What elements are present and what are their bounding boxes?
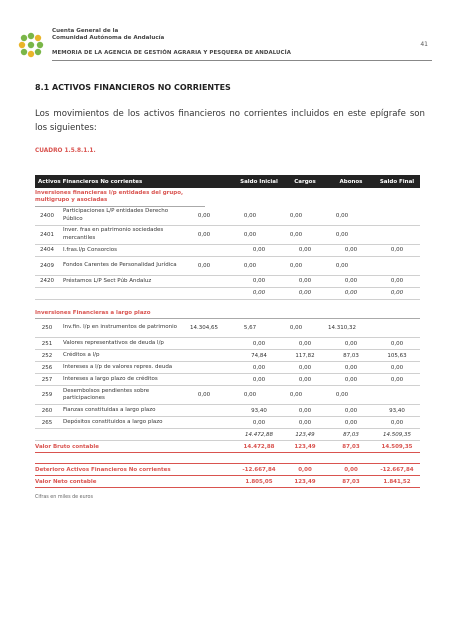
deterioro-cargos: 0,00 <box>298 466 312 473</box>
subtotal-cargos: 123,49 <box>295 431 315 438</box>
header-line-1: Cuenta General de la <box>52 28 119 34</box>
row-saldo-inicial: 0,00 <box>252 340 266 347</box>
row-saldo-final: 93,40 <box>389 407 405 414</box>
row-saldo-inicial: 0,00 <box>197 212 211 219</box>
table-footnote: Cifras en miles de euros <box>35 495 93 500</box>
row-abonos: 0,00 <box>289 325 303 332</box>
row-saldo-inicial: 74,84 <box>251 352 267 359</box>
row-code: 265 <box>41 419 53 426</box>
table-row <box>35 350 420 362</box>
row-code: 259 <box>41 392 53 399</box>
subtotal-abonos: 0,00 <box>344 290 358 297</box>
row-saldo-inicial: 0,00 <box>197 262 211 269</box>
deterioro-saldo-inicial: -12.667,84 <box>242 466 276 473</box>
deterioro-row <box>35 463 420 476</box>
row-saldo-inicial: 0,00 <box>252 278 266 285</box>
table-row <box>35 207 420 226</box>
row-cargos: 0,00 <box>243 392 257 399</box>
row-code: 2401 <box>40 231 54 238</box>
table-caption: CUADRO 1.5.8.1.1. <box>35 148 96 154</box>
row-saldo-final: 14.310,32 <box>328 325 356 332</box>
table-header <box>35 175 420 188</box>
row-cargos: 0,00 <box>243 231 257 238</box>
row-abonos: 0,00 <box>344 340 358 347</box>
row-cargos: 0,00 <box>298 419 312 426</box>
intro-paragraph: Los movimientos de los activos financieros no corrientes incluidos en este epígrafe son los siguientes: <box>35 109 425 133</box>
header-saldo-inicial: Saldo Inicial <box>240 178 278 185</box>
row-code: 260 <box>41 407 53 414</box>
row-saldo-inicial: 0,00 <box>197 231 211 238</box>
header-divider <box>52 60 432 61</box>
row-desc: Desembolsos pendientes sobre participaciones <box>63 387 150 402</box>
row-cargos: 0,00 <box>243 262 257 269</box>
row-saldo-inicial: 14.304,65 <box>190 325 218 332</box>
subtotal-saldo-inicial: 14.472,88 <box>245 431 273 438</box>
group-title-entidades-grupo: Inversiones financieras l/p entidades del grupo, multigrupo y asociadas <box>35 188 205 207</box>
row-saldo-final: 0,00 <box>390 364 404 371</box>
row-saldo-inicial: 0,00 <box>197 392 211 399</box>
deterioro-abonos: 0,00 <box>344 466 358 473</box>
group-subtotal <box>35 429 420 441</box>
row-code: 250 <box>41 325 53 332</box>
row-desc: Valores representativos de deuda l/p <box>63 339 164 346</box>
row-cargos: 0,00 <box>298 247 312 254</box>
table-row <box>35 374 420 386</box>
row-code: 251 <box>41 340 53 347</box>
row-cargos: 0,00 <box>298 340 312 347</box>
row-abonos: 87,03 <box>343 352 359 359</box>
row-cargos: 117,82 <box>295 352 315 359</box>
valor-neto-cargos: 123,49 <box>294 478 316 485</box>
valor-bruto-row <box>35 441 420 453</box>
row-desc: Préstamos L/P Sect Púb Andaluz <box>63 277 152 284</box>
row-desc: I.fras.l/p Consorcios <box>63 246 118 253</box>
valor-neto-label: Valor Neto contable <box>35 478 97 485</box>
row-saldo-final: 0,00 <box>390 419 404 426</box>
row-saldo-final: 0,00 <box>335 262 349 269</box>
table-row <box>35 245 420 257</box>
row-desc: Créditos a l/p <box>63 351 100 358</box>
header-abonos: Abonos <box>339 178 363 185</box>
row-abonos: 0,00 <box>344 247 358 254</box>
table-row <box>35 319 420 338</box>
valor-bruto-saldo-inicial: 14.472,88 <box>243 443 275 450</box>
row-code: 2420 <box>40 278 54 285</box>
row-code: 2404 <box>40 247 54 254</box>
row-abonos: 0,00 <box>344 278 358 285</box>
table-row <box>35 338 420 350</box>
row-abonos: 0,00 <box>344 364 358 371</box>
row-desc: Intereses a l/p de valores repres. deuda <box>63 363 173 370</box>
row-saldo-final: 0,00 <box>335 212 349 219</box>
page-number: 41 <box>420 41 428 48</box>
table-row <box>35 386 420 405</box>
header-concept: Activos Financieros No corrientes <box>38 178 143 185</box>
table-row <box>35 405 420 417</box>
row-cargos: 0,00 <box>298 376 312 383</box>
valor-neto-saldo-final: 1.841,52 <box>383 478 411 485</box>
valor-neto-saldo-inicial: 1.805,05 <box>245 478 273 485</box>
row-saldo-inicial: 0,00 <box>252 364 266 371</box>
group-subtotal <box>35 288 420 300</box>
row-cargos: 0,00 <box>298 364 312 371</box>
row-abonos: 0,00 <box>289 231 303 238</box>
row-cargos: 0,00 <box>298 407 312 414</box>
deterioro-label: Deterioro Activos Financieros No corrientes <box>35 466 171 473</box>
row-abonos: 0,00 <box>344 419 358 426</box>
row-cargos: 5,67 <box>243 325 257 332</box>
row-saldo-final: 0,00 <box>390 247 404 254</box>
row-saldo-final: 105,63 <box>387 352 407 359</box>
table-row <box>35 417 420 429</box>
subtotal-saldo-final: 0,00 <box>390 290 404 297</box>
row-saldo-final: 0,00 <box>390 340 404 347</box>
subtotal-saldo-final: 14.509,35 <box>383 431 411 438</box>
row-cargos: 0,00 <box>298 278 312 285</box>
row-desc: Depósitos constituidos a largo plazo <box>63 418 163 425</box>
table-row <box>35 257 420 276</box>
valor-bruto-saldo-final: 14.509,35 <box>381 443 413 450</box>
valor-bruto-label: Valor Bruto contable <box>35 443 99 450</box>
valor-neto-row <box>35 476 420 488</box>
row-abonos: 0,00 <box>289 212 303 219</box>
row-code: 256 <box>41 364 53 371</box>
andalucia-logo-icon <box>18 32 44 58</box>
header-line-2: Comunidad Autónoma de Andalucía <box>52 35 165 41</box>
group-title-largo-plazo: Inversiones Financieras a largo plazo <box>35 308 420 319</box>
row-saldo-final: 0,00 <box>335 392 349 399</box>
row-saldo-final: 0,00 <box>390 376 404 383</box>
row-desc: Inv.fin. l/p en instrumentos de patrimonio <box>63 324 178 331</box>
row-abonos: 0,00 <box>289 262 303 269</box>
valor-bruto-abonos: 87,03 <box>342 443 360 450</box>
row-code: 2400 <box>40 212 54 219</box>
header-subtitle: MEMORIA DE LA AGENCIA DE GESTIÓN AGRARIA Y PESQUERA DE ANDALUCÍA <box>52 50 291 56</box>
row-abonos: 0,00 <box>344 376 358 383</box>
row-desc: Fondos Carentes de Personalidad Jurídica <box>63 262 177 269</box>
valor-bruto-cargos: 123,49 <box>294 443 316 450</box>
row-desc: Fianzas constituidas a largo plazo <box>63 406 156 413</box>
subtotal-saldo-inicial: 0,00 <box>252 290 266 297</box>
header-saldo-final: Saldo Final <box>379 178 415 185</box>
row-abonos: 0,00 <box>289 392 303 399</box>
header-cargos: Cargos <box>294 178 316 185</box>
subtotal-abonos: 87,03 <box>343 431 359 438</box>
row-cargos: 0,00 <box>243 212 257 219</box>
row-saldo-inicial: 0,00 <box>252 376 266 383</box>
table-row <box>35 276 420 288</box>
document-header <box>18 26 432 66</box>
row-desc: Inver. fras en patrimonio sociedades mercantiles <box>63 227 164 241</box>
valor-neto-abonos: 87,03 <box>342 478 360 485</box>
section-title: 8.1 ACTIVOS FINANCIEROS NO CORRIENTES <box>35 83 231 92</box>
financial-assets-table <box>35 175 420 488</box>
deterioro-saldo-final: -12.667,84 <box>380 466 414 473</box>
row-saldo-final: 0,00 <box>390 278 404 285</box>
row-code: 252 <box>41 352 53 359</box>
row-code: 257 <box>41 376 53 383</box>
row-saldo-inicial: 0,00 <box>252 247 266 254</box>
row-desc: Intereses a largo plazo de créditos <box>63 375 158 382</box>
row-saldo-inicial: 0,00 <box>252 419 266 426</box>
row-saldo-final: 0,00 <box>335 231 349 238</box>
subtotal-cargos: 0,00 <box>298 290 312 297</box>
row-code: 2409 <box>40 262 54 269</box>
table-row <box>35 362 420 374</box>
row-abonos: 0,00 <box>344 407 358 414</box>
row-desc: Participaciones L/P entidades Derecho Público <box>63 208 169 222</box>
table-row <box>35 226 420 245</box>
row-saldo-inicial: 93,40 <box>251 407 267 414</box>
